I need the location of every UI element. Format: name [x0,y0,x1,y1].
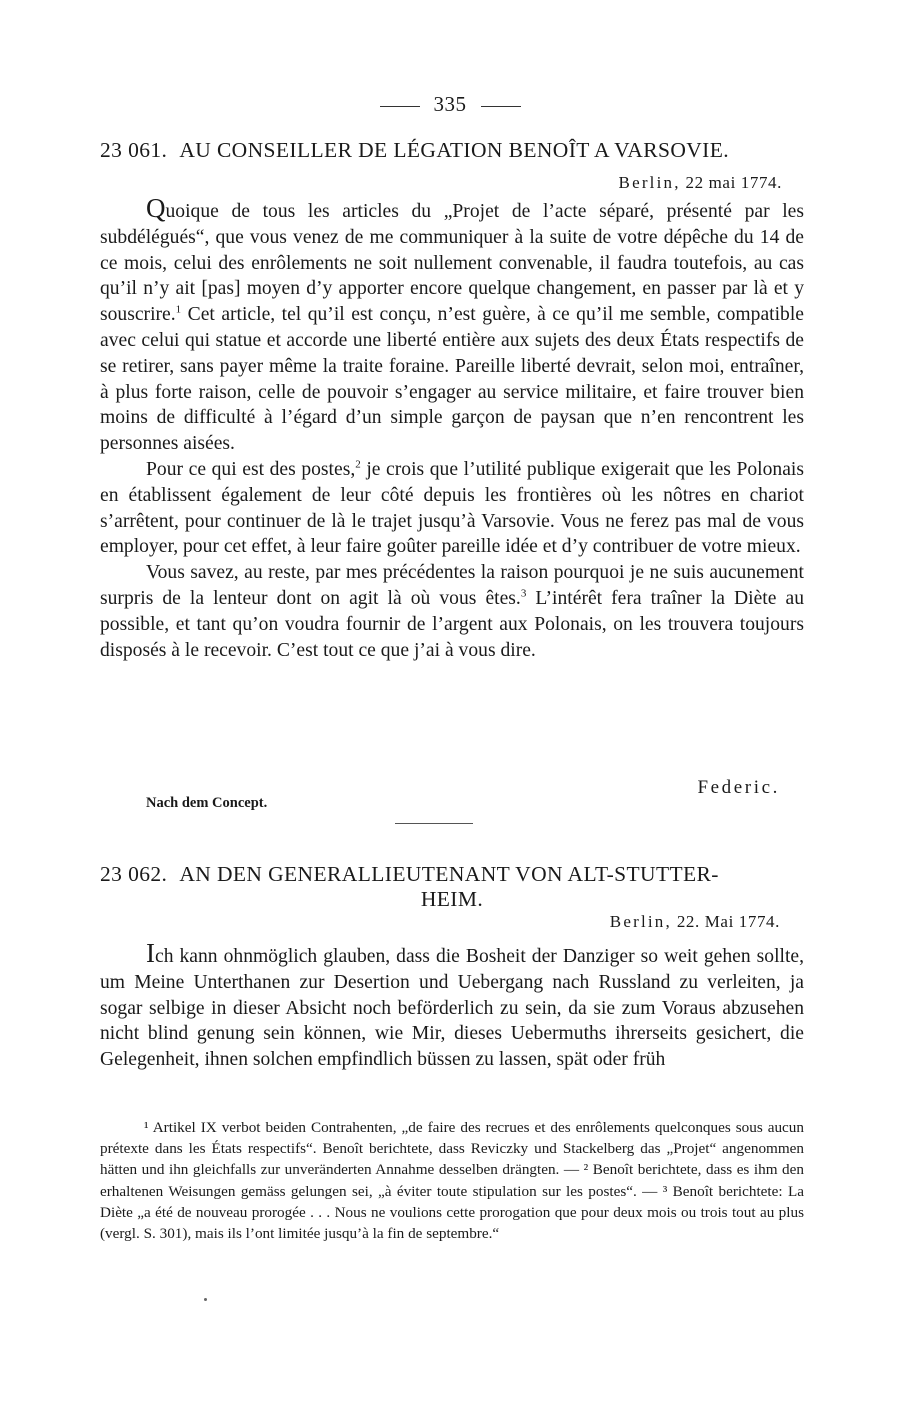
letter1-paragraph-3 [100,560,804,663]
letter2-dropcap: I [146,938,155,968]
letter2-paragraph-1-text: ch kann ohnmöglich glauben, dass die Bosheit der Danziger so weit gehen sollte, um Meine Unterthanen zur Desertion und Uebergang nach Russland zu verleiten, ja sogar selbige in dieser Absicht noch beförderlich zu sein, da sie zum Voraus abzusehen nicht blind genung sein können, wie Mir, dieses Uebermuths ihrerseits gesichert, die Gelegenheit, ihnen solchen empfindlich büssen zu lassen, spät oder früh [100,946,804,1071]
footnote-ref-3: 3 [520,587,527,600]
page-number-text: 335 [433,92,467,116]
footnote-ref-1: 1 [175,303,182,316]
letter1-date-place: Berlin, [618,173,681,192]
letter1-heading [100,136,804,164]
letter1-signature: Federic. [697,777,780,798]
letter2-date-place: Berlin, [609,912,672,931]
letter2-dateline [610,912,780,932]
letter1-paragraph-1 [100,193,804,457]
footnotes [100,1117,804,1244]
page-number-dash-right [481,106,521,107]
letter1-paragraph-2 [100,457,804,560]
letter1-dropcap: Q [146,193,166,223]
letter1-dateline [619,173,782,193]
letter2-heading [100,860,804,888]
letter1-title: AU CONSEILLER DE LÉGATION BENOÎT A VARSOVIE. [179,138,730,162]
letter1-number: 23 061. [100,138,168,162]
letter2-number: 23 062. [100,862,168,886]
letter1-paragraph-2-text-b: je crois que l’utilité publique exigerait que les Polonais en établissent également de leur côté depuis les frontières où les nôtres en chariot s’arrêtent, pour continuer de là le trajet jusqu’à Varsovie. Vous ne ferez pas mal de vous employer, pour cet effet, à leur faire goûter pareille idée et d’y contribuer de votre mieux. [100,458,804,558]
letter2-heading-cont [100,886,804,912]
letter1-paragraph-3-text: Vous savez, au reste, par mes précédentes la raison pourquoi je ne suis aucunement surpris de la lenteur dont on agit là où vous êtes. [100,562,804,609]
page-number-dash-left [380,106,420,107]
letter2-title-line1: AN DEN GENERALLIEUTENANT VON ALT-STUTTER- [179,862,719,886]
letter1-source-note: Nach dem Concept. [146,795,268,811]
letter1-paragraph-3-text-b: L’intérêt fera traîner la Diète au possible, et tant qu’on voudra fournir de l’argent aux Polonais, on les trouvera toujours disposés à le recevoir. C’est tout ce que j’ai à vous dire. [100,587,804,661]
footnote-ref-2: 2 [355,458,361,471]
letter1-paragraph-1-text: uoique de tous les articles du „Projet de l’acte séparé, présenté par les subdélégués“, que vous venez de me communiquer à la suite de votre dépêche du 14 de ce mois, celui des enrôlements ne soit nullement convenable, il faudra toutefois, au cas qu’il n’y ait [pas] moyen d’y apporter encore quelque changement, en passer par là et y souscrire. [100,201,804,326]
letter2-date: 22. Mai 1774. [676,912,780,931]
letter1-body [100,193,804,663]
letter2-body [100,938,804,1073]
letter2-paragraph-1 [100,938,804,1073]
letter2-title-line2: HEIM. [420,887,484,911]
page-number [0,92,900,117]
letter1-paragraph-1-text-b: Cet article, tel qu’il est conçu, n’est guère, à ce qu’il me semble, compatible avec celui qui statue et accorde une liberté entière aux sujets des deux États respectifs de se retirer, sans payer même la traite foraine. Pareille liberté devrait, selon moi, entraîner, à plus forte raison, celle de pouvoir s’engager au service militaire, et faire trouver bien moins de difficulté à l’égard d’un simple garçon de paysan que n’en rencontrent les personnes aisées. [100,304,804,455]
page-speck [204,1298,207,1301]
letter1-date: 22 mai 1774. [685,173,782,192]
footnotes-text: ¹ Artikel IX verbot beiden Contrahenten, „de faire des recrues et des enrôlements quelconques sous aucun prétexte dans les États respectifs“. Benoît berichtete, dass Reviczky und Stackelberg das „Projet“ angenommen hätten und ihn gleichfalls zur unveränderten Annahme desselben drängten. — ² Benoît berichtete, dass es ihm den erhaltenen Weisungen gemäss gelungen sei, „à éviter toute stipulation sur les postes“. — ³ Benoît berichtete: La Diète „a été de nouveau prorogée . . . Nous ne voulions cette prorogation que pour deux mois ou trois tout au plus (vergl. S. 301), mais ils l’ont limitée jusqu’à la fin de septembre.“ [100,1119,804,1243]
section-divider [395,823,473,824]
letter1-paragraph-2-text: Pour ce qui est des postes, [146,458,356,480]
